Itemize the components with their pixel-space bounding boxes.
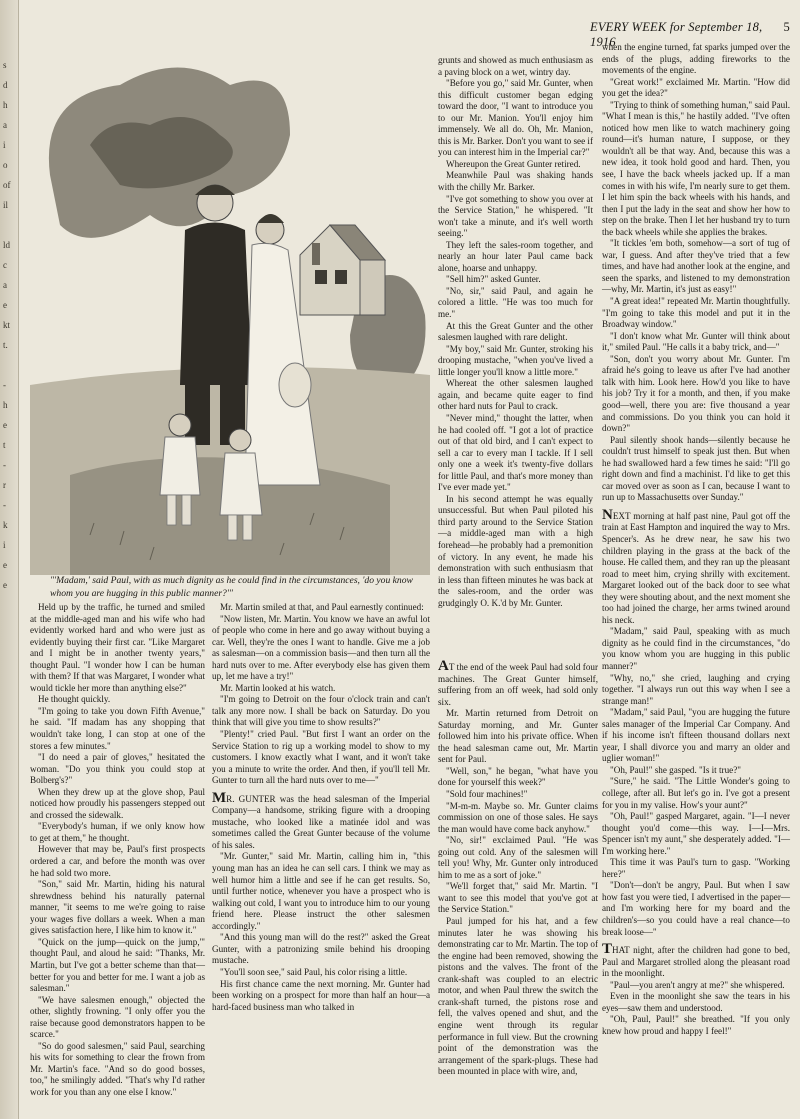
paragraph: "My boy," said Mr. Gunter, stroking his drooping mustache, "when you've lived a little longer you'll know a little more." [438,343,593,377]
drop-cap: N [602,506,613,523]
paragraph: This time it was Paul's turn to gasp. "Working here?" [602,857,790,879]
gutter-letter: a [3,280,7,290]
text-column-2 [212,602,430,1013]
paragraph: "I do need a pair of gloves," hesitated the woman. "Do you think you could stop at Bolberg's?" [30,752,205,786]
paragraph: "Sold four machines!" [446,789,528,800]
paragraph: "No, sir," said Paul, and again he colored a little. "He was too much for me." [438,285,593,320]
paragraph: "Before you go," said Mr. Gunter, when this difficult customer began edging toward the door, "I want to introduce you to our Mr. Manion. You'll enjoy him immensely. We all do. Oh, Mr. Manion, this is Mr. Barker. Don't you want to see if you can interest him in the Imperial car?" [438,78,593,158]
gutter-letter: e [3,420,7,430]
text-column-3-lower [438,655,598,1078]
gutter-letter: - [3,380,6,390]
paragraph: Whereat the other salesmen laughed again, and became quite eager to find other hard nuts for Paul to crack. [438,378,593,412]
paragraph: He thought quickly. [38,694,111,705]
drop-cap: A [438,658,449,674]
gutter-letter: h [3,100,8,110]
paragraph: Paul jumped for his hat, and a few minutes later he was showing his demonstrating car to Mr. Martin. The top of the engine had been removed, showing the pistons and the valves. The front of the crank-shaft was coupled to an electric motor, and when Paul threw the switch the crank-shaft turned, the pistons rose and fell, the valves opened and shut, and the engine went through its regular performance in full view. But the crowning point of the demonstration was the arrangement of the spark-plugs. These had been mounted in place with wire, and, [438,916,598,1077]
gutter-letter: t [3,440,6,450]
gutter-letter: k [3,520,8,530]
paragraph: Mr. Martin looked at his watch. [220,682,336,693]
section-paragraph [212,789,430,852]
gutter-letter: of [3,180,11,190]
section-paragraph [438,658,598,708]
paragraph: "Now listen, Mr. Martin. You know we have an awful lot of people who come in here and go away without buying a car. Well, they're the ones I want to handle. Give me a job as salesman—on a commission basis—and then turn all the hard nuts over to me. After everybody else has given them up, let me have a try!" [212,613,430,682]
paragraph: In his second attempt he was equally unsuccessful. But when Paul piloted his third party around to the Service Station—a middle-aged man with a high forehead—he probably had a premonition of victory. In any event, he made his demonstration with such enthusiasm that in less than fifteen minutes he was back at the sales-room, and the order was grudgingly O. K.'d by Mr. Gunter. [438,493,593,608]
paragraph: "Don't—don't be angry, Paul. But when I saw how fast you were tied, I advertised in the paper—and I'm working here for my board and the children's—so you could have a real chance—to break loose—" [602,880,790,937]
paragraph: Paul silently shook hands—silently because he couldn't trust himself to speak just then. But when he had swallowed hard a few times he said: "I'll go right down and find a machinist. I'd like to get this car moved over as soon as I can, because I want to run up to Massachusetts over Sunday." [602,434,790,503]
paragraph: "And this young man will do the rest?" asked the Great Gunter, with a patronizing smile behind his drooping mustache. [212,932,430,966]
paragraph: "Plenty!" cried Paul. "But first I want an order on the Service Station to rig up a working model to show to my customers. I know exactly what I want, and it won't take you a minute to write the order. And then, if you'll tell Mr. Gunter to turn all the hard nuts over to me—" [212,729,430,786]
paragraph: "Trying to think of something human," said Paul. "What I mean is this," he hastily added. "I've often noticed how men like to watch machinery going round—it's human nature, I suppose, or they wouldn't all be that way. And, because this was a new idea, it took hold good and hard. Then, you see, I have the back wheels jacked up. If a man comes in with his wife, I'm nearly sure to get them. I let him spin the back wheels with his hands, and then I put the lady in the seat and show her how to step on the brake. Then I let her husband try to turn the back wheels while she applies the brakes. [602,99,790,237]
gutter-letter: e [3,300,7,310]
paragraph: "I'm going to Detroit on the four o'clock train and can't talk any more now. I shall be back on Saturday. Do you think that will give you time to show results?" [212,694,430,728]
gutter-letter: e [3,560,7,570]
section-paragraph [602,941,790,980]
paragraph: At this the Great Gunter and the other salesmen laughed with rare delight. [438,320,593,343]
gutter-letter: r [3,480,6,490]
paragraph: "I've got something to show you over at the Service Station," he whispered. "It won't take a minute, and it's well worth seeing." [438,193,593,239]
paragraph: "Quick on the jump—quick on the jump,'" thought Paul, and aloud he said: "Thanks, Mr. Martin, but I've got a better scheme than that—better for you and better for me. I want a job as salesman." [30,936,205,994]
paragraph: grunts and showed as much enthusiasm as a paving block on a wet, wintry day. [438,55,593,77]
paragraph: "Sure," he said. "The Little Wonder's going to college, after all. But let's go in. I've got a present for you in my valise. How's your aunt?" [602,776,790,810]
paragraph: when the engine turned, fat sparks jumped over the ends of the plugs, adding fireworks to the movements of the engine. [602,42,790,76]
text-column-3 [438,55,593,609]
paragraph: Whereupon the Great Gunter retired. [446,158,581,169]
gutter-letter: il [3,200,9,210]
gutter-letter: t. [3,340,8,350]
paragraph: Held up by the traffic, he turned and smiled at the middle-aged man and his wife who had evidently worked hard and who were just as evidently buying their first car. "Like Margaret and I might be in another twenty years," thought Paul. "I wonder how I can be human with them? If that was Margaret, I wonder what would tickle her more than anything else?" [30,602,205,693]
gutter-letter: i [3,140,6,150]
paragraph: Even in the moonlight she saw the tears in his eyes—saw them and understood. [602,991,790,1013]
drop-cap: M [212,789,227,806]
paragraph: "You'll soon see," said Paul, his color rising a little. [220,966,408,977]
paragraph: "Oh, Paul!" she gasped. "Is it true?" [610,764,741,775]
paragraph: "Oh, Paul, Paul!" she breathed. "If you only knew how proud and happy I feel!" [602,1014,790,1036]
gutter-letter: kt [3,320,11,330]
page-number: 5 [783,20,790,34]
paragraph: "It tickles 'em both, somehow—a sort of tug of war, I guess. And after they've tried that a few times, and have had another look at the engine, and seen the sparks, and listened to my demonstration—why, Mr. Martin, it's just as easy!" [602,238,790,295]
paragraph: "Paul—you aren't angry at me?" she whispered. [610,979,785,990]
paragraph-text: EXT morning at half past nine, Paul got off the train at East Hampton and inquired the way to Mrs. Spencer's. As he drew near, he saw his two children playing in the grass at the back of the house. He called them, and they ran up the pleasant road to meet him, crying shrilly with excitement. Margaret looked out of the back door to see what they were shouting about, and the next moment she too had joined the charge, her arms twined around his neck. [602,510,790,625]
gutter-letter: s [3,60,7,70]
text-column-4 [602,42,790,1037]
paragraph: "M-m-m. Maybe so. Mr. Gunter claims commission on one of those sales. He says the man would have come back anyhow." [438,800,598,834]
paragraph: "Madam," said Paul, speaking with as much dignity as he could find in the circumstances, "do you know whom you are hugging in this public manner?" [602,626,790,671]
paragraph: "Sell him?" asked Gunter. [446,274,541,285]
paragraph: Mr. Martin returned from Detroit on Saturday morning, and Mr. Gunter followed him into his private office. When the head salesman came out, Mr. Martin sent for Paul. [438,708,598,765]
drop-cap: T [602,941,613,958]
gutter-letter: o [3,160,8,170]
paragraph: "So do good salesmen," said Paul, searching his wits for something to clear the frown from Mr. Martin's face. "And so do good bosses, too," he smilingly added. "That's why I'd rather work for you than any one else I know." [30,1040,205,1097]
gutter-letter: e [3,580,7,590]
paragraph: "Great work!" exclaimed Mr. Martin. "How did you get the idea?" [602,76,790,99]
section-paragraph [602,506,790,626]
paragraph-text: R. GUNTER was the head salesman of the Imperial Company—a handsome, striking figure with a drooping mustache, who looked like a matinée idol and was sometimes called the Great Gunter because of the volume of his sales. [212,793,430,850]
paragraph: "No, sir!" exclaimed Paul. "He was going out cold. Any of the salesmen will tell you! Why, Mr. Gunter only introduced him to me as a sort of joke." [438,835,598,880]
paragraph: "We'll forget that," said Mr. Martin. "I want to see this model that you've got at the Service Station." [438,881,598,915]
paragraph: "A great idea!" repeated Mr. Martin thoughtfully. "I'm going to take this model and put it in the Broadway window." [602,296,790,330]
paragraph: "We have salesmen enough," objected the other, slightly frowning. "I only offer you the raise because good demonstrators happen to be scarce." [30,994,205,1040]
paragraph: "Well, son," he began, "what have you done for yourself this week?" [438,765,598,788]
gutter-letter: a [3,120,7,130]
paragraph: "Why, no," she cried, laughing and crying together. "I always run out this way when I see a strange man!" [602,672,790,706]
paragraph: "Son, don't you worry about Mr. Gunter. I'm afraid he's going to leave us after I've had another talk with him. Look here. How'd you like to have his job? Try it for a month, and then, if you make good—well, there you are: five thousand a year and commissions. Do you think you can hold it down?" [602,353,790,434]
facing-page-gutter [0,0,19,1119]
paragraph: "Everybody's human, if we only know how to get at them," he thought. [30,821,205,843]
paragraph: "Never mind," thought the latter, when he had cooled off. "I got a lot of practice out of that old bird, and I can't expect to sell a car to every man I tackle. If I sell only one a week it's twenty-five dollars for little Paul, and that's more money than I've ever made yet." [438,412,593,493]
gutter-letter: h [3,400,8,410]
paragraph: "Madam," said Paul, "you are hugging the future sales manager of the Imperial Car Company. And if his income isn't fifteen thousand dollars next year, I shall divorce you and marry an older and uglier woman!" [602,707,790,764]
gutter-letter: ld [3,240,11,250]
paragraph-text: T the end of the week Paul had sold four machines. The Great Gunter himself, suffering from an off week, had sold only six. [438,662,598,707]
gutter-letter: d [3,80,8,90]
paragraph: When they drew up at the glove shop, Paul noticed how proudly his passengers stepped out and crossed the sidewalk. [30,786,205,820]
paragraph: They left the sales-room together, and nearly an hour later Paul came back alone, hoarse and unhappy. [438,239,593,273]
paragraph: "Mr. Gunter," said Mr. Martin, calling him in, "this young man has an idea he can sell cars. I think we may as well humor him a little and see if he can get results. So, until further notice, whenever you have a prospect who is walking out cold, I want you to introduce him to our young friend here. Please instruct the other salesmen accordingly." [212,851,430,931]
paragraph-text: HAT night, after the children had gone to bed, Paul and Margaret strolled along the pleasant road in the moonlight. [602,945,790,979]
gutter-letter: - [3,460,6,470]
header-title: EVERY WEEK for September 18, 1916 [590,20,763,49]
paragraph: Meanwhile Paul was shaking hands with the chilly Mr. Barker. [438,170,593,193]
paragraph: Mr. Martin smiled at that, and Paul earnestly continued: [220,602,424,612]
text-column-1 [30,602,205,1099]
paragraph: "Oh, Paul!" gasped Margaret, again. "I—I never thought you'd come—this way. I—I—Mrs. Spencer isn't my aunt," she desperately added. "I—I'm working here." [602,811,790,856]
paragraph: His first chance came the next morning. Mr. Gunter had been working on a prospect for more than half an hour—a hard-faced business man who talked in [212,978,430,1012]
gutter-letter: c [3,260,7,270]
gutter-letter: i [3,540,6,550]
illustration-couple-and-children [30,55,430,575]
illustration-caption: "'Madam,' said Paul, with as much dignity as he could find in the circumstances, 'do you know whom you are hugging in this public manner?'" [50,575,413,599]
paragraph: "Son," said Mr. Martin, hiding his natural shrewdness behind his naturally paternal manner, "it seems to me we're going to raise your wages five dollars a week. When a man gives satisfaction here, I like him to know it." [30,879,205,936]
paragraph: However that may be, Paul's first prospects ordered a car, and before the month was over he had sold two more. [30,844,205,878]
gutter-letter: - [3,500,6,510]
paragraph: "I don't know what Mr. Gunter will think about it," smiled Paul. "He calls it a baby trick, and—" [602,330,790,353]
paragraph: "I'm going to take you down Fifth Avenue," he said. "If madam has any shopping that wouldn't take long, I can stop at one of the stores a few minutes." [30,705,205,751]
